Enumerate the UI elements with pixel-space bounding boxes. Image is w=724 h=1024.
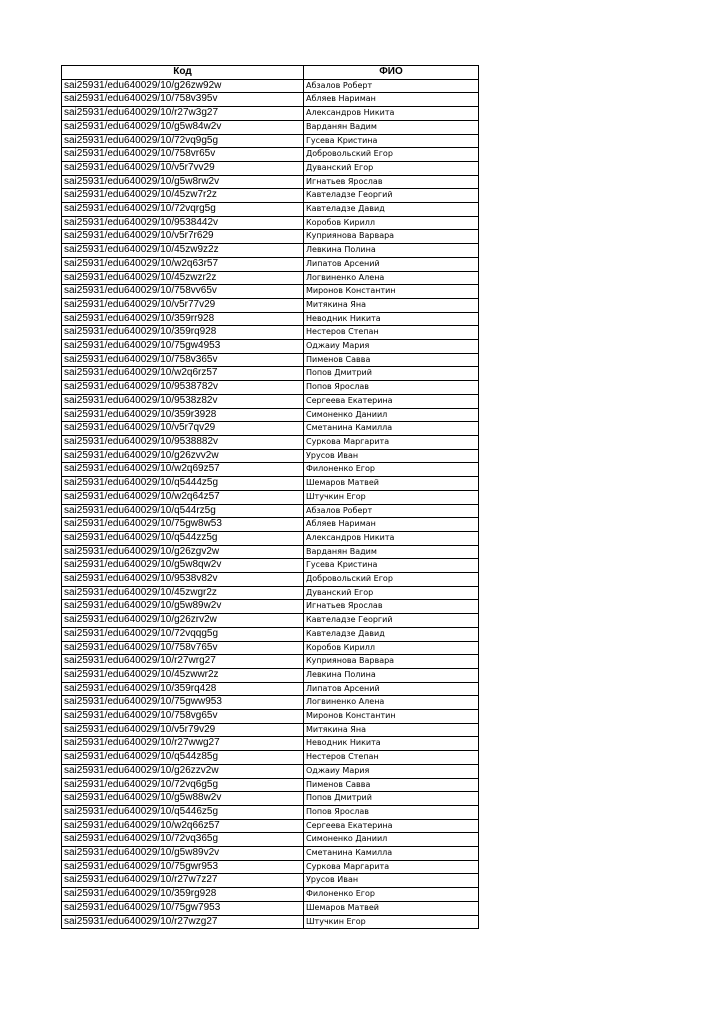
code-cell: sai25931/edu640029/10/r27w3g27	[62, 107, 304, 121]
code-cell: sai25931/edu640029/10/72vq9g5g	[62, 134, 304, 148]
fio-cell: Урусов Иван	[304, 874, 479, 888]
table-row	[62, 134, 479, 148]
table-row	[62, 381, 479, 395]
code-cell: sai25931/edu640029/10/g5w89w2v	[62, 600, 304, 614]
fio-cell: Абляев Нариман	[304, 93, 479, 107]
header-code: Код	[62, 66, 304, 80]
table-row	[62, 682, 479, 696]
fio-cell: Абляев Нариман	[304, 518, 479, 532]
fio-cell: Левкина Полина	[304, 244, 479, 258]
fio-cell: Штучкин Егор	[304, 490, 479, 504]
table-row	[62, 203, 479, 217]
fio-cell: Суркова Маргарита	[304, 435, 479, 449]
code-cell: sai25931/edu640029/10/q5446z5g	[62, 805, 304, 819]
table-row	[62, 175, 479, 189]
fio-cell: Кавтеладзе Георгий	[304, 189, 479, 203]
code-cell: sai25931/edu640029/10/r27wrg27	[62, 655, 304, 669]
table-row	[62, 573, 479, 587]
fio-cell: Александров Никита	[304, 107, 479, 121]
code-cell: sai25931/edu640029/10/72vq365g	[62, 833, 304, 847]
fio-cell: Добровольский Егор	[304, 573, 479, 587]
fio-cell: Липатов Арсений	[304, 682, 479, 696]
header-row	[62, 66, 479, 80]
code-cell: sai25931/edu640029/10/758vr65v	[62, 148, 304, 162]
fio-cell: Сергеева Екатерина	[304, 394, 479, 408]
table-row	[62, 285, 479, 299]
table-row	[62, 216, 479, 230]
fio-cell: Симоненко Даниил	[304, 408, 479, 422]
table-row	[62, 600, 479, 614]
fio-cell: Штучкин Егор	[304, 915, 479, 929]
table-row	[62, 353, 479, 367]
code-cell: sai25931/edu640029/10/g5w8qw2v	[62, 559, 304, 573]
table-row	[62, 655, 479, 669]
table-row	[62, 792, 479, 806]
code-cell: sai25931/edu640029/10/758vv65v	[62, 285, 304, 299]
fio-cell: Абзалов Роберт	[304, 504, 479, 518]
table-row	[62, 435, 479, 449]
table-row	[62, 518, 479, 532]
table-row	[62, 463, 479, 477]
code-cell: sai25931/edu640029/10/758v765v	[62, 641, 304, 655]
code-cell: sai25931/edu640029/10/9538782v	[62, 381, 304, 395]
code-cell: sai25931/edu640029/10/g26zgv2w	[62, 545, 304, 559]
code-cell: sai25931/edu640029/10/g5w88w2v	[62, 792, 304, 806]
code-cell: sai25931/edu640029/10/758v365v	[62, 353, 304, 367]
code-cell: sai25931/edu640029/10/75gw8w53	[62, 518, 304, 532]
code-cell: sai25931/edu640029/10/w2q6rz57	[62, 367, 304, 381]
code-cell: sai25931/edu640029/10/g26zrv2w	[62, 614, 304, 628]
code-cell: sai25931/edu640029/10/w2q69z57	[62, 463, 304, 477]
code-cell: sai25931/edu640029/10/359rq928	[62, 326, 304, 340]
fio-cell: Попов Дмитрий	[304, 367, 479, 381]
table-row	[62, 915, 479, 929]
code-cell: sai25931/edu640029/10/g26zzv2w	[62, 764, 304, 778]
code-cell: sai25931/edu640029/10/72vqqg5g	[62, 627, 304, 641]
fio-cell: Логвиненко Алена	[304, 696, 479, 710]
fio-cell: Липатов Арсений	[304, 257, 479, 271]
table-body	[62, 79, 479, 929]
code-cell: sai25931/edu640029/10/9538z82v	[62, 394, 304, 408]
code-cell: sai25931/edu640029/10/75gw4953	[62, 340, 304, 354]
fio-cell: Абзалов Роберт	[304, 79, 479, 93]
fio-cell: Куприянова Варвара	[304, 655, 479, 669]
table-row	[62, 696, 479, 710]
table-row	[62, 367, 479, 381]
table-row	[62, 79, 479, 93]
code-cell: sai25931/edu640029/10/45zwwr2z	[62, 668, 304, 682]
code-cell: sai25931/edu640029/10/g26zvv2w	[62, 449, 304, 463]
code-cell: sai25931/edu640029/10/w2q64z57	[62, 490, 304, 504]
table-row	[62, 271, 479, 285]
fio-cell: Митякина Яна	[304, 298, 479, 312]
code-cell: sai25931/edu640029/10/w2q66z57	[62, 819, 304, 833]
table-row	[62, 394, 479, 408]
table-row	[62, 244, 479, 258]
table-row	[62, 326, 479, 340]
fio-cell: Шемаров Матвей	[304, 477, 479, 491]
table-row	[62, 874, 479, 888]
code-cell: sai25931/edu640029/10/v5r77v29	[62, 298, 304, 312]
fio-cell: Сметанина Камилла	[304, 847, 479, 861]
table-row	[62, 641, 479, 655]
table-row	[62, 860, 479, 874]
code-cell: sai25931/edu640029/10/9538v82v	[62, 573, 304, 587]
table-row	[62, 847, 479, 861]
fio-cell: Варданян Вадим	[304, 120, 479, 134]
fio-cell: Гусева Кристина	[304, 134, 479, 148]
fio-cell: Симоненко Даниил	[304, 833, 479, 847]
code-cell: sai25931/edu640029/10/45zw7r2z	[62, 189, 304, 203]
code-cell: sai25931/edu640029/10/72vq6g5g	[62, 778, 304, 792]
code-cell: sai25931/edu640029/10/v5r79v29	[62, 723, 304, 737]
table-row	[62, 230, 479, 244]
code-cell: sai25931/edu640029/10/v5r7r629	[62, 230, 304, 244]
table-row	[62, 477, 479, 491]
fio-cell: Кавтеладзе Давид	[304, 203, 479, 217]
table-row	[62, 120, 479, 134]
table-row	[62, 107, 479, 121]
table-row	[62, 148, 479, 162]
fio-cell: Пименов Савва	[304, 353, 479, 367]
code-cell: sai25931/edu640029/10/v5r7qv29	[62, 422, 304, 436]
table-row	[62, 764, 479, 778]
code-cell: sai25931/edu640029/10/r27wwg27	[62, 737, 304, 751]
code-cell: sai25931/edu640029/10/75gww953	[62, 696, 304, 710]
table-row	[62, 723, 479, 737]
fio-cell: Нестеров Степан	[304, 326, 479, 340]
code-cell: sai25931/edu640029/10/359rq428	[62, 682, 304, 696]
table-row	[62, 422, 479, 436]
code-cell: sai25931/edu640029/10/359rr928	[62, 312, 304, 326]
code-cell: sai25931/edu640029/10/g5w84w2v	[62, 120, 304, 134]
table-row	[62, 778, 479, 792]
table-row	[62, 710, 479, 724]
fio-cell: Дуванский Егор	[304, 161, 479, 175]
fio-cell: Нестеров Степан	[304, 751, 479, 765]
fio-cell: Миронов Константин	[304, 710, 479, 724]
fio-cell: Коробов Кирилл	[304, 216, 479, 230]
table-row	[62, 504, 479, 518]
code-cell: sai25931/edu640029/10/758vg65v	[62, 710, 304, 724]
code-cell: sai25931/edu640029/10/q544rz5g	[62, 504, 304, 518]
code-cell: sai25931/edu640029/10/r27wzg27	[62, 915, 304, 929]
table-row	[62, 490, 479, 504]
code-cell: sai25931/edu640029/10/q544zz5g	[62, 531, 304, 545]
table-row	[62, 298, 479, 312]
fio-cell: Левкина Полина	[304, 668, 479, 682]
code-cell: sai25931/edu640029/10/75gwr953	[62, 860, 304, 874]
table-row	[62, 531, 479, 545]
fio-cell: Филоненко Егор	[304, 888, 479, 902]
table-row	[62, 901, 479, 915]
code-cell: sai25931/edu640029/10/45zwgr2z	[62, 586, 304, 600]
table-row	[62, 449, 479, 463]
code-cell: sai25931/edu640029/10/g5w8rw2v	[62, 175, 304, 189]
fio-cell: Попов Дмитрий	[304, 792, 479, 806]
table-row	[62, 340, 479, 354]
code-cell: sai25931/edu640029/10/359r3928	[62, 408, 304, 422]
fio-cell: Кавтеладзе Давид	[304, 627, 479, 641]
fio-cell: Дуванский Егор	[304, 586, 479, 600]
fio-cell: Коробов Кирилл	[304, 641, 479, 655]
table-row	[62, 833, 479, 847]
code-cell: sai25931/edu640029/10/9538882v	[62, 435, 304, 449]
code-cell: sai25931/edu640029/10/q544z85g	[62, 751, 304, 765]
table-row	[62, 805, 479, 819]
fio-cell: Сергеева Екатерина	[304, 819, 479, 833]
fio-cell: Кавтеладзе Георгий	[304, 614, 479, 628]
table-row	[62, 668, 479, 682]
table-row	[62, 312, 479, 326]
code-cell: sai25931/edu640029/10/9538442v	[62, 216, 304, 230]
table-row	[62, 586, 479, 600]
fio-cell: Урусов Иван	[304, 449, 479, 463]
fio-cell: Шемаров Матвей	[304, 901, 479, 915]
code-cell: sai25931/edu640029/10/r27w7z27	[62, 874, 304, 888]
table-row	[62, 257, 479, 271]
fio-cell: Куприянова Варвара	[304, 230, 479, 244]
table-row	[62, 819, 479, 833]
fio-cell: Попов Ярослав	[304, 381, 479, 395]
fio-cell: Суркова Маргарита	[304, 860, 479, 874]
table-row	[62, 408, 479, 422]
fio-cell: Сметанина Камилла	[304, 422, 479, 436]
fio-cell: Оджаиу Мария	[304, 764, 479, 778]
fio-cell: Варданян Вадим	[304, 545, 479, 559]
table-row	[62, 189, 479, 203]
code-cell: sai25931/edu640029/10/g5w89v2v	[62, 847, 304, 861]
table-row	[62, 737, 479, 751]
fio-cell: Митякина Яна	[304, 723, 479, 737]
code-cell: sai25931/edu640029/10/359rg928	[62, 888, 304, 902]
table-row	[62, 751, 479, 765]
fio-cell: Филоненко Егор	[304, 463, 479, 477]
fio-cell: Игнатьев Ярослав	[304, 600, 479, 614]
fio-cell: Гусева Кристина	[304, 559, 479, 573]
fio-cell: Неводник Никита	[304, 737, 479, 751]
table-row	[62, 93, 479, 107]
fio-cell: Попов Ярослав	[304, 805, 479, 819]
fio-cell: Добровольский Егор	[304, 148, 479, 162]
fio-cell: Логвиненко Алена	[304, 271, 479, 285]
code-cell: sai25931/edu640029/10/q5444z5g	[62, 477, 304, 491]
fio-cell: Неводник Никита	[304, 312, 479, 326]
fio-cell: Игнатьев Ярослав	[304, 175, 479, 189]
fio-cell: Миронов Константин	[304, 285, 479, 299]
fio-cell: Александров Никита	[304, 531, 479, 545]
code-cell: sai25931/edu640029/10/45zwzr2z	[62, 271, 304, 285]
table-row	[62, 161, 479, 175]
header-fio: ФИО	[304, 66, 479, 80]
code-cell: sai25931/edu640029/10/75gw7953	[62, 901, 304, 915]
table-row	[62, 545, 479, 559]
code-cell: sai25931/edu640029/10/758v395v	[62, 93, 304, 107]
code-cell: sai25931/edu640029/10/g26zw92w	[62, 79, 304, 93]
code-cell: sai25931/edu640029/10/w2q63r57	[62, 257, 304, 271]
table-row	[62, 888, 479, 902]
table-row	[62, 559, 479, 573]
code-cell: sai25931/edu640029/10/45zw9z2z	[62, 244, 304, 258]
data-table	[61, 65, 479, 929]
code-cell: sai25931/edu640029/10/72vqrg5g	[62, 203, 304, 217]
fio-cell: Пименов Савва	[304, 778, 479, 792]
fio-cell: Оджаиу Мария	[304, 340, 479, 354]
code-cell: sai25931/edu640029/10/v5r7vv29	[62, 161, 304, 175]
table-row	[62, 627, 479, 641]
table-row	[62, 614, 479, 628]
